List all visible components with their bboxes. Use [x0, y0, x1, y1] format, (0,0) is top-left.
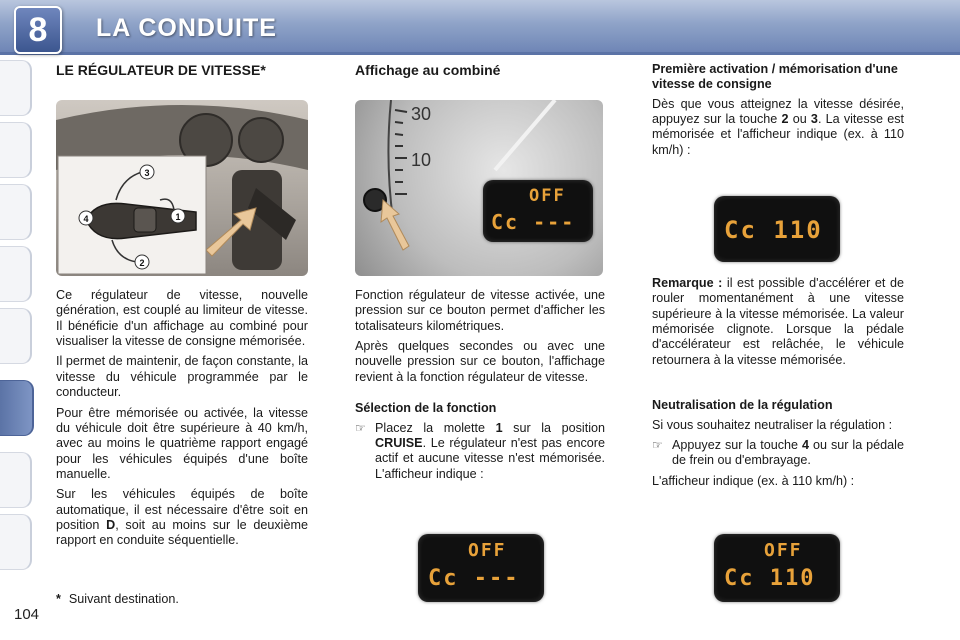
column-display-text [355, 288, 605, 487]
page-number: 104 [14, 606, 40, 623]
chapter-tab[interactable] [0, 246, 32, 302]
list-item-text [375, 421, 605, 482]
lcd-line-off: OFF [764, 540, 803, 561]
lcd-display-neutralized [714, 534, 840, 602]
paragraph: Il permet de maintenir, de façon constante, la vitesse du véhicule programmée par le conducteur. [56, 354, 308, 400]
stalk-label-4: 4 [83, 214, 89, 224]
instrument-cluster-illustration [355, 100, 603, 276]
column-activation [652, 62, 904, 163]
chapter-tab[interactable] [0, 60, 32, 116]
text-run: . La vitesse est mémorisée et l'afficheur indique (ex. à 110 km/h) : [652, 112, 905, 157]
paragraph: Après quelques secondes ou avec une nouvelle pression sur ce bouton, l'affichage revient à la fonction régulateur de vitesse. [355, 339, 605, 384]
section-title-selection: Sélection de la fonction [355, 401, 497, 416]
paragraph [652, 97, 904, 158]
chapter-tabs [0, 60, 34, 580]
lcd-line-setpoint: Cc --- [428, 566, 520, 591]
footnote-star: * [56, 592, 61, 606]
section-title-activation: Première activation / mémorisation d'une vitesse de consigne [652, 62, 898, 92]
column-display [355, 62, 605, 79]
lcd-display-cruise-off [418, 534, 544, 602]
text-run: ou [788, 112, 811, 127]
stalk-label-1: 1 [175, 212, 181, 222]
section-title-neutralization: Neutralisation de la régulation [652, 398, 833, 413]
footnote-text: Suivant destination. [68, 592, 179, 606]
text-run: . Le régulateur n'est pas encore actif et aucune vitesse n'est mémorisée. L'afficheur indique : [375, 435, 605, 481]
paragraph: Fonction régulateur de vitesse activée, une pression sur ce bouton permet d'afficher les totalisateurs kilométriques. [355, 288, 605, 333]
lcd-line-off: OFF [468, 540, 507, 561]
header-divider [0, 52, 960, 55]
paragraph [56, 487, 308, 548]
chapter-tab[interactable] [0, 452, 32, 508]
section-title-cruise-control: LE RÉGULATEUR DE VITESSE* [56, 62, 266, 78]
text-run: sur la position [502, 420, 605, 435]
lcd-line-setpoint: Cc 110 [724, 216, 823, 244]
text-bold: 4 [801, 437, 809, 452]
chapter-title: LA CONDUITE [96, 14, 277, 42]
lcd-line-setpoint: Cc 110 [724, 566, 816, 591]
text-bold: 3 [810, 112, 818, 127]
text-run: , soit au moins sur le deuxième rapport en conduite séquentielle. [56, 518, 308, 548]
pointing-hand-icon: ☞ [355, 420, 366, 435]
column-cruise-control [56, 62, 308, 79]
text-run: Appuyez sur la touche [672, 437, 802, 452]
paragraph: Si vous souhaitez neutraliser la régulation : [652, 417, 893, 432]
cluster-lcd-display [483, 180, 593, 242]
stalk-label-3: 3 [144, 168, 150, 178]
text-run: Sur les véhicules équipés de boîte automatique, il est nécessaire d'être soit en position [56, 487, 308, 533]
text-bold: D [106, 518, 116, 533]
chapter-tab[interactable] [0, 184, 32, 240]
remark-label: Remarque : [652, 276, 723, 290]
lcd-display-speed-memorized [714, 196, 840, 262]
column-cruise-control-text [56, 288, 308, 554]
chapter-tab[interactable] [0, 308, 32, 364]
text-run: Placez la molette [375, 420, 496, 435]
chapter-tab[interactable] [0, 122, 32, 178]
stalk-drawing [56, 100, 308, 276]
list-item [355, 421, 605, 482]
paragraph: L'afficheur indique (ex. à 110 km/h) : [652, 473, 855, 488]
chapter-number: 8 [28, 10, 48, 49]
pointing-hand-icon: ☞ [652, 437, 663, 452]
cruise-control-stalk-illustration [56, 100, 308, 276]
stalk-label-2: 2 [139, 258, 145, 268]
paragraph: Ce régulateur de vitesse, nouvelle génération, est couplé au limiteur de vitesse. Il bénéficie d'un affichage au combiné pour visualiser la vitesse de consigne mémorisée. [56, 288, 308, 349]
column-remark [652, 276, 904, 494]
footnote [56, 592, 179, 606]
lcd-line-off: OFF [529, 186, 566, 206]
remark [652, 276, 904, 368]
remark-text: il est possible d'accélérer et de rouler momentanément à une vitesse supérieure à la vitesse mémorisée. La valeur mémorisée clignote. Lorsque la pédale d'accélérateur est relâchée, le véhicule retournera à la vitesse mémorisée. [652, 276, 904, 367]
chapter-tab-active[interactable] [0, 380, 34, 436]
text-bold: CRUISE [375, 435, 423, 450]
paragraph: Pour être mémorisée ou activée, la vitesse du véhicule doit être supérieure à 40 km/h, avec au moins le quatrième rapport engagé pour les véhicules équipés d'une boîte manuelle. [56, 405, 308, 481]
chapter-number-badge [14, 6, 62, 54]
text-bold: 1 [495, 420, 503, 435]
text-bold: 2 [781, 112, 789, 127]
text-run: Dès que vous atteignez la vitesse désirée, appuyez sur la touche [652, 96, 904, 127]
gauge-label-30: 30 [411, 104, 432, 124]
chapter-tab[interactable] [0, 514, 32, 570]
list-item-text [672, 438, 904, 469]
gauge-label-10: 10 [411, 150, 432, 170]
list-item [652, 438, 904, 469]
text-run: ou sur la pédale de frein ou d'embrayage. [672, 437, 904, 468]
lcd-line-setpoint: Cc --- [491, 210, 576, 234]
section-title-display: Affichage au combiné [355, 62, 501, 78]
